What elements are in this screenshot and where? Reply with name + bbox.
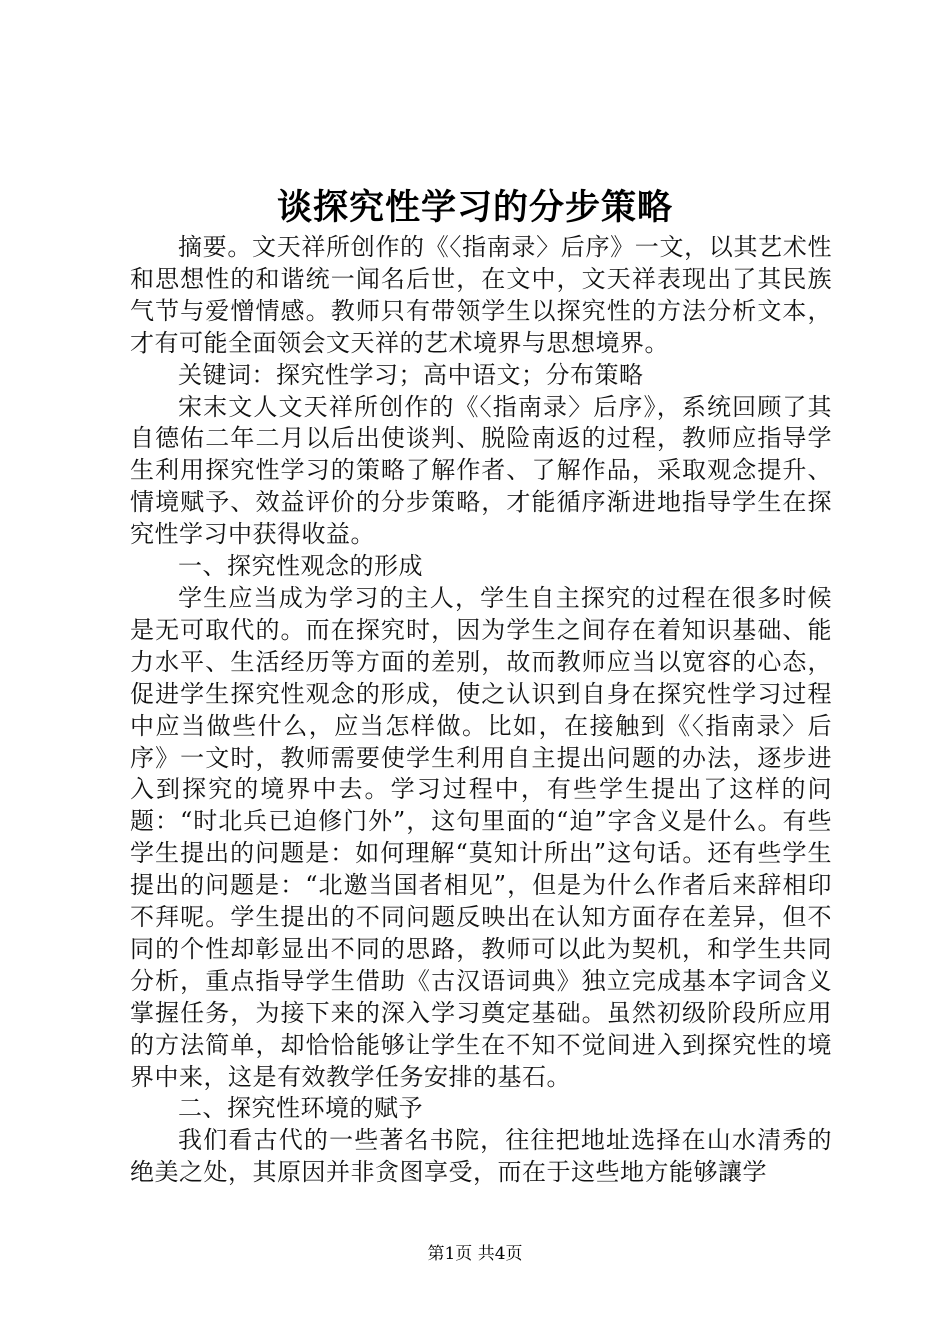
abstract-paragraph: 摘要。文天祥所创作的《〈指南录〉后序》一文，以其艺术性和思想性的和谐统一闻名后世，在文中，文天祥表现出了其民族气节与爱憎情感。教师只有带领学生以探究性的方法分析文本，才有可能全面领会文天祥的艺术境界与思想境界。	[130, 233, 832, 357]
document-body	[130, 232, 832, 1189]
section-1-paragraph: 学生应当成为学习的主人，学生自主探究的过程在很多时候是无可取代的。而在探究时，因为学生之间存在着知识基础、能力水平、生活经历等方面的差别，故而教师应当以宽容的心态，促进学生探究性观念的形成，使之认识到自身在探究性学习过程中应当做些什么，应当怎样做。比如，在接触到《〈指南录〉后序》一文时，教师需要使学生利用自主提出问题的办法，逐步进入到探究的境界中去。学习过程中，有些学生提出了这样的问题：“时北兵已迫修门外”，这句里面的“迫”字含义是什么。有些学生提出的问题是：如何理解“莫知计所出”这句话。还有些学生提出的问题是：“北邀当国者相见”，但是为什么作者后来辞相印不拜呢。学生提出的不同问题反映出在认知方面存在差异，但不同的个性却彰显出不同的思路，教师可以此为契机，和学生共同分析，重点指导学生借助《古汉语词典》独立完成基本字词含义掌握任务，为接下来的深入学习奠定基础。虽然初级阶段所应用的方法简单，却恰恰能够让学生在不知不觉间进入到探究性的境界中来，这是有效教学任务安排的基石。	[130, 583, 832, 1091]
page-number-footer: 第1页 共4页	[427, 1244, 523, 1264]
document-title: 谈探究性学习的分步策略	[276, 187, 673, 228]
section-heading-2: 二、探究性环境的赋予	[178, 1094, 423, 1123]
intro-paragraph: 宋末文人文天祥所创作的《〈指南录〉后序》，系统回顾了其自德佑二年二月以后出使谈判、脱险南返的过程，教师应指导学生利用探究性学习的策略了解作者、了解作品，采取观念提升、情境赋予、效益评价的分步策略，才能循序渐进地指导学生在探究性学习中获得收益。	[130, 392, 832, 549]
section-2-paragraph: 我们看古代的一些著名书院，往往把地址选择在山水清秀的绝美之处，其原因并非贪图享受，而在于这些地方能够讓学	[130, 1126, 832, 1187]
section-heading-1: 一、探究性观念的形成	[178, 552, 423, 581]
keywords-paragraph: 关键词：探究性学习；高中语文；分布策略	[178, 360, 644, 389]
